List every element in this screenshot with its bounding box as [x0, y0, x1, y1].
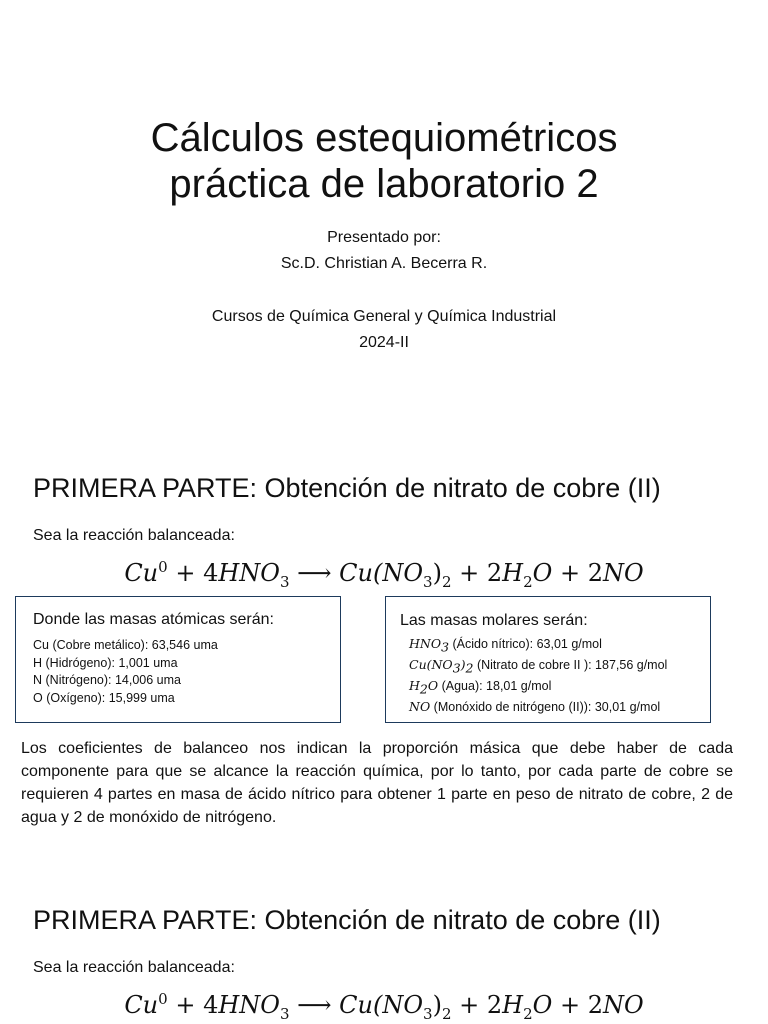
atomic-masses-title: Donde las masas atómicas serán: [33, 611, 274, 628]
explanation-paragraph: Los coeficientes de balanceo nos indican la proporción másica que debe haber de cada componente para que se alcance la reacción química, por lo tanto, por cada parte de cobre se requieren 4 partes en masa de ácido nítrico para obtener 1 parte en peso de nitrato de cobre, 2 de agua y 2 de monóxido de nitrógeno. [21, 740, 733, 826]
molar-mass-item: $HNO_3$ (Ácido nítrico): 63,01 g/mol [409, 636, 602, 655]
presented-by: Presentado por: [327, 229, 441, 246]
atomic-mass-item: Cu (Cobre metálico): 63,546 uma [33, 638, 218, 652]
term: 2024-II [359, 334, 409, 351]
balanced-equation: $Cu^0 + 4HNO_3$ ⟶ $Cu(NO_3)_2 + 2H_2O + 2NO$ [124, 558, 644, 591]
molar-masses-title: Las masas molares serán: [400, 612, 588, 629]
atomic-mass-item: N (Nitrógeno): 14,006 uma [33, 673, 181, 687]
reaction-intro-2: Sea la reacción balanceada: [33, 959, 235, 976]
molar-mass-item: $Cu(NO_3)_2$ (Nitrato de cobre II ): 187,56 g/mol [409, 657, 668, 676]
author: Sc.D. Christian A. Becerra R. [280, 255, 488, 272]
atomic-mass-item: H (Hidrógeno): 1,001 uma [33, 655, 178, 670]
atomic-masses-box [15, 596, 341, 723]
molar-masses-box [385, 596, 711, 723]
cover-subtitle [0, 225, 768, 277]
courses: Cursos de Química General y Química Industrial [211, 308, 557, 325]
section-heading-2: PRIMERA PARTE: Obtención de nitrato de cobre (II) [33, 905, 661, 935]
atomic-mass-item: O (Oxígeno): 15,999 uma [33, 690, 175, 705]
title-line-1: Cálculos estequiométricos [150, 116, 618, 160]
molar-mass-item: $H_2O$ (Agua): 18,01 g/mol [409, 678, 552, 697]
page-title [0, 115, 768, 207]
course-info [0, 304, 768, 356]
title-line-2: práctica de laboratorio 2 [169, 162, 599, 206]
reaction-intro: Sea la reacción balanceada: [33, 527, 235, 544]
section-heading: PRIMERA PARTE: Obtención de nitrato de cobre (II) [33, 473, 661, 503]
molar-mass-item: NO (Monóxido de nitrógeno (II)): 30,01 g/mol [409, 699, 661, 714]
balanced-equation-2: $Cu^0 + 4HNO_3$ ⟶ $Cu(NO_3)_2 + 2H_2O + 2NO$ [124, 990, 644, 1023]
